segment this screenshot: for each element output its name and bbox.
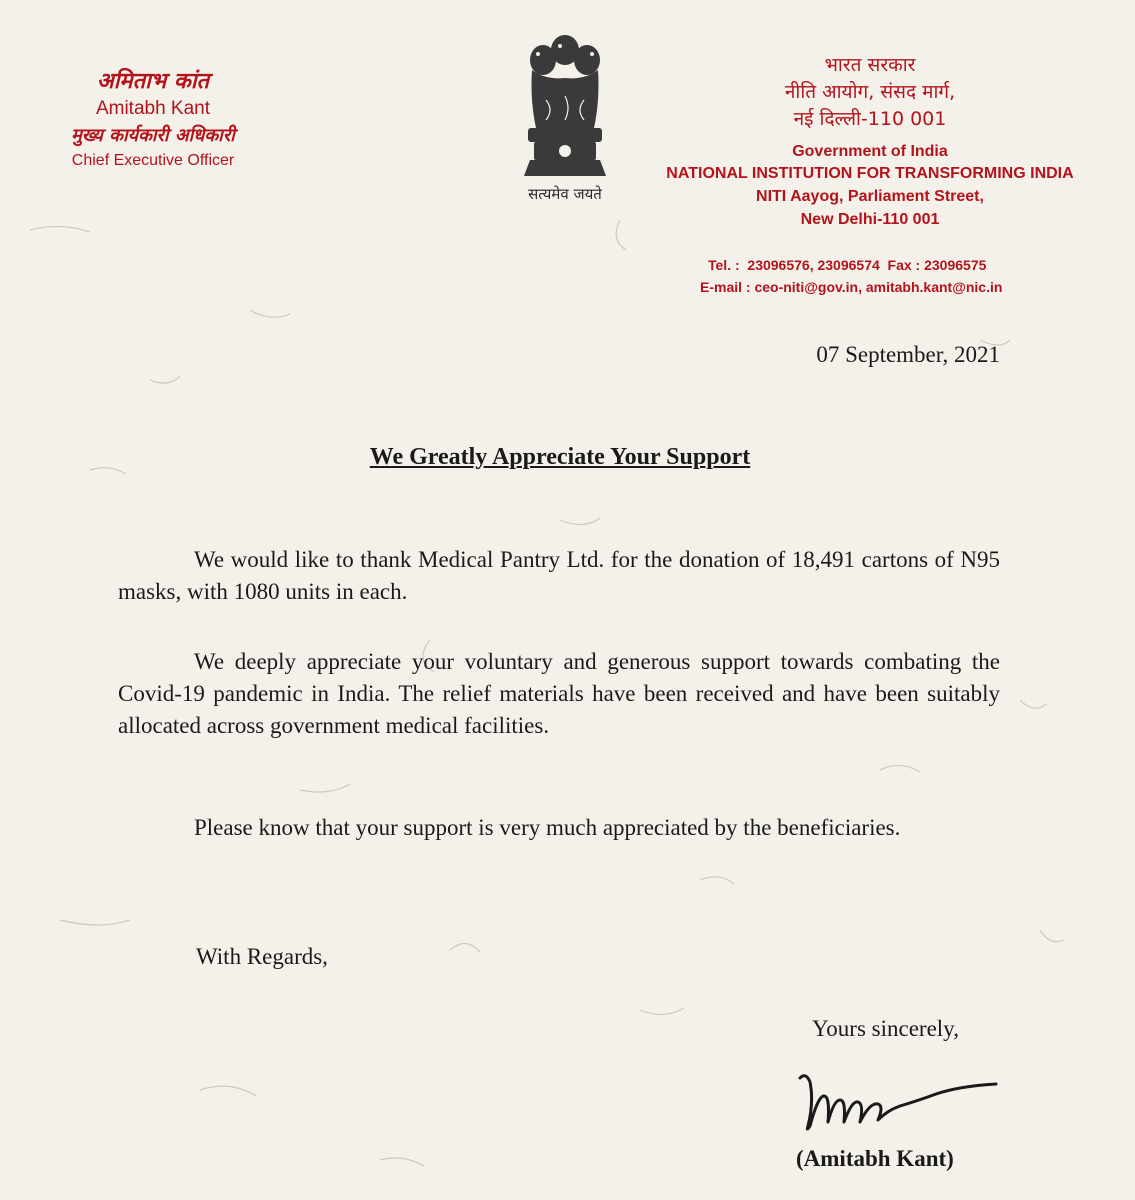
- handwritten-signature: [790, 1050, 1030, 1140]
- government-label: Government of India: [792, 143, 948, 160]
- closing-line: Yours sincerely,: [812, 1016, 959, 1041]
- institution-name: NATIONAL INSTITUTION FOR TRANSFORMING INDIA: [666, 165, 1074, 182]
- paragraph-2: We deeply appreciate your voluntary and generous support towards combating the Covid-19 pandemic in India. The relief materials have been received and have been suitably allocated across government medical facilities.: [118, 649, 1000, 738]
- paragraph-3: Please know that your support is very much appreciated by the beneficiaries.: [194, 815, 901, 840]
- contact-tel-fax: Tel. : 23096576, 23096574 Fax : 23096575: [708, 257, 987, 273]
- national-emblem-icon: [510, 30, 620, 180]
- emblem-motto: सत्यमेव जयते: [528, 185, 602, 203]
- office-line3-hindi: नई दिल्ली-110 001: [793, 108, 947, 130]
- office-line2-hindi: नीति आयोग, संसद मार्ग,: [784, 81, 956, 103]
- sender-block: [28, 66, 278, 172]
- paragraph-1: We would like to thank Medical Pantry Ltd. for the donation of 18,491 cartons of N95 masks, with 1080 units in each.: [118, 547, 1000, 604]
- regards-line: With Regards,: [196, 944, 328, 969]
- office-block: [620, 52, 1120, 231]
- signer-name: (Amitabh Kant): [796, 1146, 954, 1171]
- sender-title-english: Chief Executive Officer: [71, 152, 235, 169]
- address-line2: New Delhi-110 001: [800, 211, 940, 228]
- national-emblem: [510, 30, 620, 215]
- letter-date: 07 September, 2021: [816, 342, 1000, 367]
- contact-email: E-mail : ceo-niti@gov.in, amitabh.kant@nic.in: [700, 279, 1003, 295]
- sender-name-english: Amitabh Kant: [95, 98, 211, 119]
- sender-title-hindi: मुख्य कार्यकारी अधिकारी: [71, 125, 235, 146]
- address-line1: NITI Aayog, Parliament Street,: [756, 188, 984, 205]
- office-line1-hindi: भारत सरकार: [824, 54, 916, 76]
- sender-name-hindi: अमिताभ कांत: [96, 68, 210, 94]
- letter-subject: We Greatly Appreciate Your Support: [369, 444, 751, 470]
- contact-block: [700, 254, 1120, 298]
